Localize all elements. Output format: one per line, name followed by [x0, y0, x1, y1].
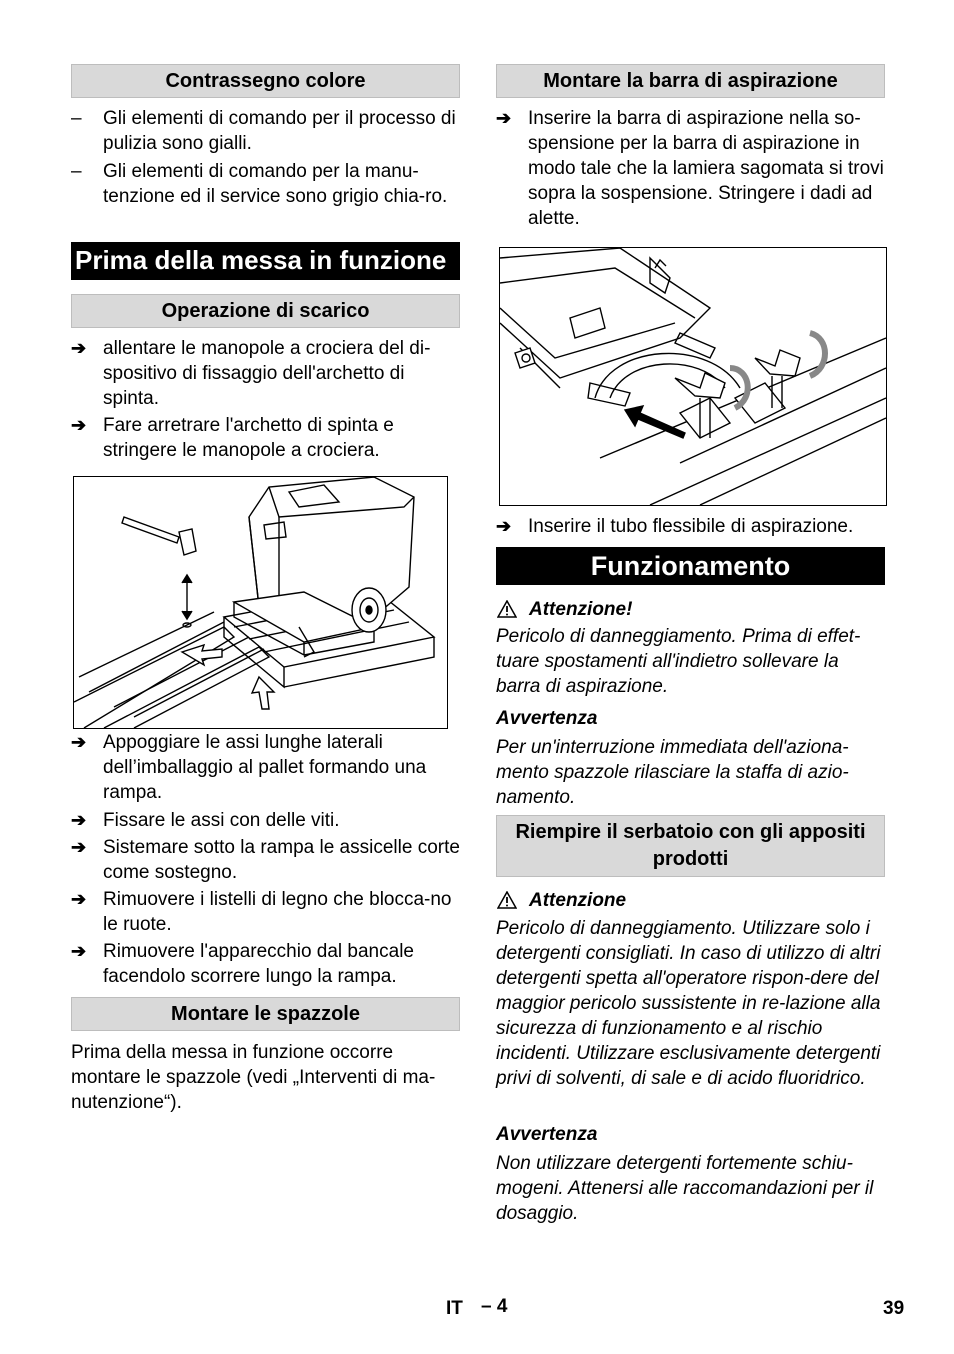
note-text: Non utilizzare detergenti fortemente schiu-mogeni. Attenersi alle raccomandazioni per il dosaggio. — [496, 1153, 874, 1224]
section-title-before-startup: Prima della messa in funzione — [71, 242, 460, 280]
footer-section-number: – 4 — [481, 1296, 508, 1317]
heading-mount-brushes: Montare le spazzole — [71, 997, 460, 1031]
arrow-right-icon: ➔ — [71, 837, 87, 857]
list-item: ➔ Appoggiare le assi lunghe laterali dell’imballaggio al pallet formando una rampa. — [71, 732, 427, 803]
list-item: ➔ Inserire il tubo flessibile di aspirazione. — [496, 516, 854, 537]
dash-marker: – — [71, 161, 82, 182]
arrow-right-icon: ➔ — [71, 732, 87, 752]
figure-suction-bar — [499, 247, 887, 506]
list-item: – Gli elementi di comando per il processo di pulizia sono gialli. — [71, 108, 456, 154]
section-title-operation: Funzionamento — [496, 547, 885, 585]
footer-language: IT — [446, 1298, 463, 1319]
list-item: – Gli elementi di comando per la manu-tenzione ed il service sono grigio chia-ro. — [71, 161, 448, 207]
heading-unloading: Operazione di scarico — [71, 294, 460, 328]
caution-title: Attenzione — [529, 890, 627, 911]
warning-triangle-icon — [497, 891, 517, 909]
caution-text: Pericolo di danneggiamento. Prima di effet-tuare spostamenti all'indietro sollevare la barra di aspirazione. — [496, 626, 861, 697]
note-text: Per un'interruzione immediata dell'aziona-mento spazzole rilasciare la staffa di azio-namento. — [496, 737, 849, 808]
list-item: ➔ Rimuovere l'apparecchio dal bancale facendolo scorrere lungo la rampa. — [71, 941, 414, 987]
paragraph-brushes: Prima della messa in funzione occorre montare le spazzole (vedi „Interventi di ma-nutenzione“). — [71, 1042, 436, 1113]
list-item: ➔ Sistemare sotto la rampa le assicelle corte come sostegno. — [71, 837, 460, 883]
note-title: Avvertenza — [496, 1124, 598, 1145]
list-item: ➔ Inserire la barra di aspirazione nella so-spensione per la barra di aspirazione in modo tale che la lamiera sagomata si trovi sopra la sospensione. Stringere i dadi ad alette. — [496, 108, 884, 229]
figure-unloading-ramp — [73, 476, 448, 729]
arrow-right-icon: ➔ — [71, 889, 87, 909]
warning-triangle-icon — [497, 600, 517, 618]
arrow-right-icon: ➔ — [496, 516, 512, 536]
caution-text: Pericolo di danneggiamento. Utilizzare solo i detergenti consigliati. In caso di utilizzo di altri detergenti spetta all'operatore rispon-dere del maggior pericolo sussistente in re-lazione alla sicurezza di funzionamento e al rischio incidenti. Utilizzare esclusivamente detergenti privi di solventi, di sale e di acido fluoridrico. — [496, 918, 881, 1089]
list-item: ➔ Rimuovere i listelli di legno che blocca-no le ruote. — [71, 889, 452, 935]
arrow-right-icon: ➔ — [496, 108, 512, 128]
list-item: ➔ Fissare le assi con delle viti. — [71, 810, 340, 831]
heading-fill-tank: Riempire il serbatoio con gli appositi prodotti — [496, 815, 885, 877]
arrow-right-icon: ➔ — [71, 941, 87, 961]
heading-mount-suction-bar: Montare la barra di aspirazione — [496, 64, 885, 98]
caution-title: Attenzione! — [529, 599, 633, 620]
page-number: 39 — [883, 1298, 905, 1319]
arrow-right-icon: ➔ — [71, 338, 87, 358]
heading-color-coding: Contrassegno colore — [71, 64, 460, 98]
note-title: Avvertenza — [496, 708, 598, 729]
list-item: ➔ allentare le manopole a crociera del di-spositivo di fissaggio dell'archetto di spinta. — [71, 338, 431, 409]
dash-marker: – — [71, 108, 82, 129]
list-item: ➔ Fare arretrare l'archetto di spinta e stringere le manopole a crociera. — [71, 415, 394, 461]
arrow-right-icon: ➔ — [71, 415, 87, 435]
arrow-right-icon: ➔ — [71, 810, 87, 830]
